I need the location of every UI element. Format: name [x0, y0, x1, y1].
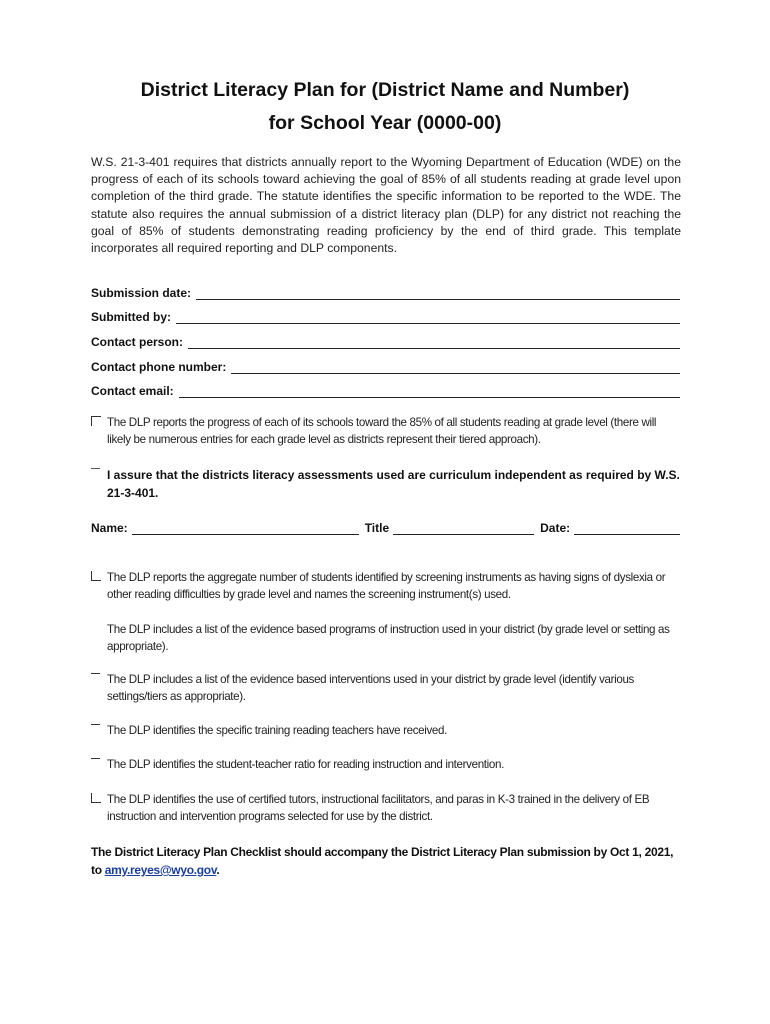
contact-phone-label: Contact phone number:	[91, 360, 227, 374]
contact-person-line[interactable]	[188, 336, 680, 349]
date-label: Date:	[540, 521, 571, 535]
document-subtitle: for School Year (0000-00)	[268, 112, 502, 134]
email-link[interactable]: amy.reyes@wyo.gov	[104, 863, 217, 877]
checkbox[interactable]	[91, 724, 100, 734]
checkbox[interactable]	[91, 793, 101, 803]
submitted-by-line[interactable]	[176, 311, 680, 324]
checklist-item-text: The DLP reports the progress of each of its schools toward the 85% of all students reading at grade level (there will likely be numerous entries for each grade level as districts represent their tiered approach).	[107, 416, 657, 446]
checkbox[interactable]	[91, 468, 100, 470]
intro-paragraph: W.S. 21-3-401 requires that districts annually report to the Wyoming Department of Education (WDE) on the progress of each of its schools toward achieving the goal of 85% of all students reading at grade level upon completion of the third grade. The statute identifies the specific information to be reported to the WDE. The statute also requires the annual submission of a district literacy plan (DLP) for any district not reaching the goal of 85% of students demonstrating reading proficiency by the end of third grade. This template incorporates all required reporting and DLP components.	[91, 155, 681, 256]
checklist-item-dyslexia	[91, 569, 681, 603]
contact-person-field[interactable]	[91, 331, 680, 349]
checklist-item-progress	[91, 414, 681, 448]
footer-note	[91, 843, 681, 879]
contact-email-label: Contact email:	[91, 384, 174, 398]
contact-email-field[interactable]	[91, 380, 680, 398]
checkbox[interactable]	[91, 416, 101, 426]
date-line[interactable]	[574, 522, 680, 535]
contact-person-label: Contact person:	[91, 335, 184, 349]
checkbox[interactable]	[91, 571, 101, 581]
submitted-by-field[interactable]	[91, 306, 680, 324]
title-line[interactable]	[393, 522, 534, 535]
checkbox[interactable]	[91, 673, 100, 683]
checklist-item-programs	[91, 621, 681, 655]
name-line[interactable]	[132, 522, 359, 535]
checklist-item-interventions	[91, 671, 681, 705]
assurance-statement	[91, 466, 681, 502]
contact-phone-line[interactable]	[231, 361, 680, 374]
checklist-item-text: The DLP includes a list of the evidence based interventions used in your district by grade level (identify various settings/tiers as appropriate).	[107, 673, 635, 703]
checklist-item-text: The DLP reports the aggregate number of students identified by screening instruments as having signs of dyslexia or other reading difficulties by grade level and names the screening instrument(s) used.	[107, 571, 666, 601]
checklist-item-tutors	[91, 791, 681, 825]
signature-row	[91, 517, 680, 535]
contact-email-line[interactable]	[179, 385, 680, 398]
name-label: Name:	[91, 521, 128, 535]
footer-end: .	[216, 863, 220, 877]
checklist-item-text: The DLP identifies the specific training reading teachers have received.	[107, 724, 447, 737]
checklist-item-ratio	[91, 756, 681, 773]
title-label: Title	[364, 521, 390, 535]
checklist-item-text: The DLP identifies the use of certified tutors, instructional facilitators, and paras in K-3 trained in the delivery of EB instruction and intervention programs selected for use by the district.	[107, 793, 650, 823]
submitted-by-label: Submitted by:	[91, 310, 171, 324]
submission-date-field[interactable]	[91, 282, 680, 300]
document-title: District Literacy Plan for (District Name and Number)	[140, 79, 630, 101]
footer-text: The District Literacy Plan Checklist should accompany the District Literacy Plan submission by Oct 1, 2021, to	[91, 845, 674, 877]
checklist-item-text: The DLP identifies the student-teacher ratio for reading instruction and intervention.	[107, 758, 504, 771]
assurance-text: I assure that the districts literacy assessments used are curriculum independent as required by W.S. 21-3-401.	[107, 468, 680, 500]
checkbox[interactable]	[91, 758, 100, 768]
checklist-item-training	[91, 722, 681, 739]
contact-phone-field[interactable]	[91, 356, 680, 374]
checklist-item-text: The DLP includes a list of the evidence based programs of instruction used in your district (by grade level or setting as appropriate).	[107, 623, 670, 653]
submission-date-label: Submission date:	[91, 286, 192, 300]
submission-date-line[interactable]	[196, 287, 680, 300]
